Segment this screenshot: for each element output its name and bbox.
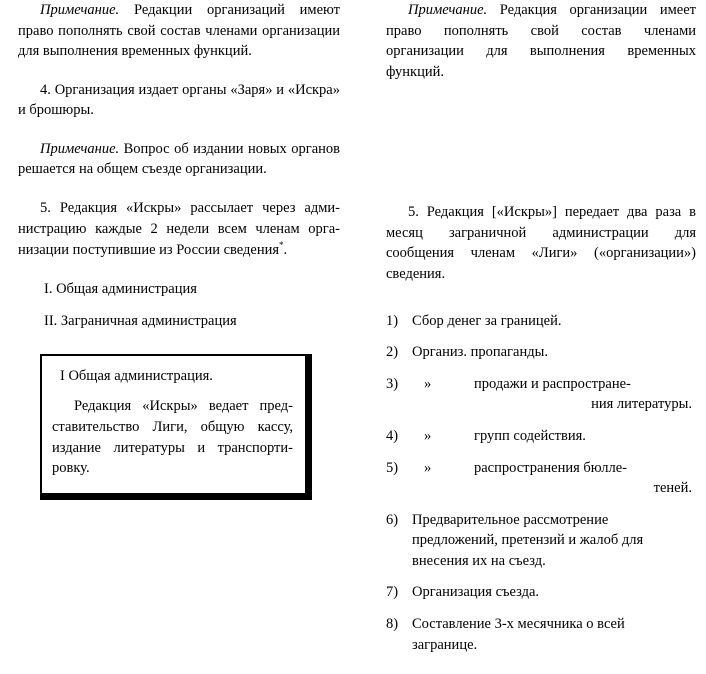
list-item: I. Общая администрация (44, 280, 197, 297)
right-numbered-list (386, 311, 696, 656)
list-text-line-2: ния литературы. (591, 396, 692, 413)
note-text: Редакция организации имеет право пополнять свой состав членами организации для выполнения временных функций. (386, 2, 696, 80)
left-paragraph-5-text: 5. Редакция «Искры» рассылает через администрацию каждые 2 недели всем членам организации поступившие из России сведения (18, 200, 340, 259)
list-text-line-2: загранице. (412, 636, 478, 653)
list-item (386, 426, 696, 447)
list-text-line-1: распространения бюлле- (474, 459, 627, 476)
list-marker: 2) (386, 344, 399, 361)
right-column (386, 0, 696, 666)
ditto-mark: » (424, 459, 432, 476)
note-label: Примечание. (408, 2, 488, 18)
list-item (386, 458, 696, 499)
list-item (386, 311, 696, 332)
administration-list (18, 279, 340, 332)
list-text-line-2: предложений, претензий и жалоб для внесения их на съезд. (412, 532, 644, 569)
list-marker: 4) (386, 427, 399, 444)
spacer (386, 92, 696, 202)
right-paragraph-5: 5. Редакция [«Искры»] передает два раза в месяц заграничной администрации для сообщения членам «Лиги» («организации») сведения. (386, 204, 696, 283)
list-item (386, 342, 696, 363)
note-text: Вопрос об издании новых органов решается на общем съезде организации. (18, 140, 340, 178)
note-label: Примечание. (40, 140, 120, 157)
list-item: II. Заграничная администрация (44, 313, 237, 330)
list-text-line-1: Составление 3-х месячника о всей (412, 615, 625, 632)
boxed-body: Редакция «Искры» ведает представительство Лиги, общую кассу, издание литературы и транспортировку. (52, 398, 293, 477)
spacer (18, 190, 340, 198)
list-text (474, 374, 696, 415)
spacer (18, 131, 340, 139)
list-text: Организ. пропаганды. (412, 344, 548, 361)
list-text (412, 614, 696, 655)
list-marker: 3) (386, 375, 399, 392)
list-text: групп содействия. (474, 427, 586, 444)
list-item (386, 582, 696, 603)
list-text-line-2: теней. (653, 480, 692, 497)
list-marker: 7) (386, 584, 399, 601)
note-label: Примечание. (40, 2, 120, 18)
left-column (18, 0, 340, 500)
list-text (412, 510, 696, 572)
list-text-line-1: Предварительное рассмотрение (412, 511, 609, 528)
spacer (386, 295, 696, 311)
list-text (474, 458, 696, 499)
list-text: Сбор денег за границей. (412, 312, 562, 329)
ditto-mark: » (424, 427, 432, 444)
left-paragraph-4: 4. Организация издает органы «Заря» и «Искра» и брошюры. (18, 81, 340, 119)
left-note-2 (18, 139, 340, 180)
left-paragraph-5-end: . (283, 242, 288, 259)
list-item (386, 374, 696, 415)
list-marker: 8) (386, 615, 399, 632)
footnote-marker: * (279, 240, 284, 251)
list-marker: 5) (386, 459, 399, 476)
ditto-mark: » (424, 375, 432, 392)
list-marker: 1) (386, 312, 399, 329)
list-text-line-1: продажи и распростране- (474, 375, 631, 392)
list-item (386, 510, 696, 572)
right-note-1 (386, 0, 696, 82)
list-item (386, 614, 696, 655)
note-text: Редакции организаций имеют право пополнять свой состав членами организации для выполнения временных функций. (18, 2, 340, 60)
list-marker: 6) (386, 511, 399, 528)
left-paragraph-5 (18, 198, 340, 261)
left-note-1 (18, 0, 340, 62)
boxed-title: I Общая администрация. (60, 367, 213, 384)
spacer (18, 72, 340, 80)
boxed-section (40, 354, 312, 500)
list-text: Организация съезда. (412, 584, 540, 601)
